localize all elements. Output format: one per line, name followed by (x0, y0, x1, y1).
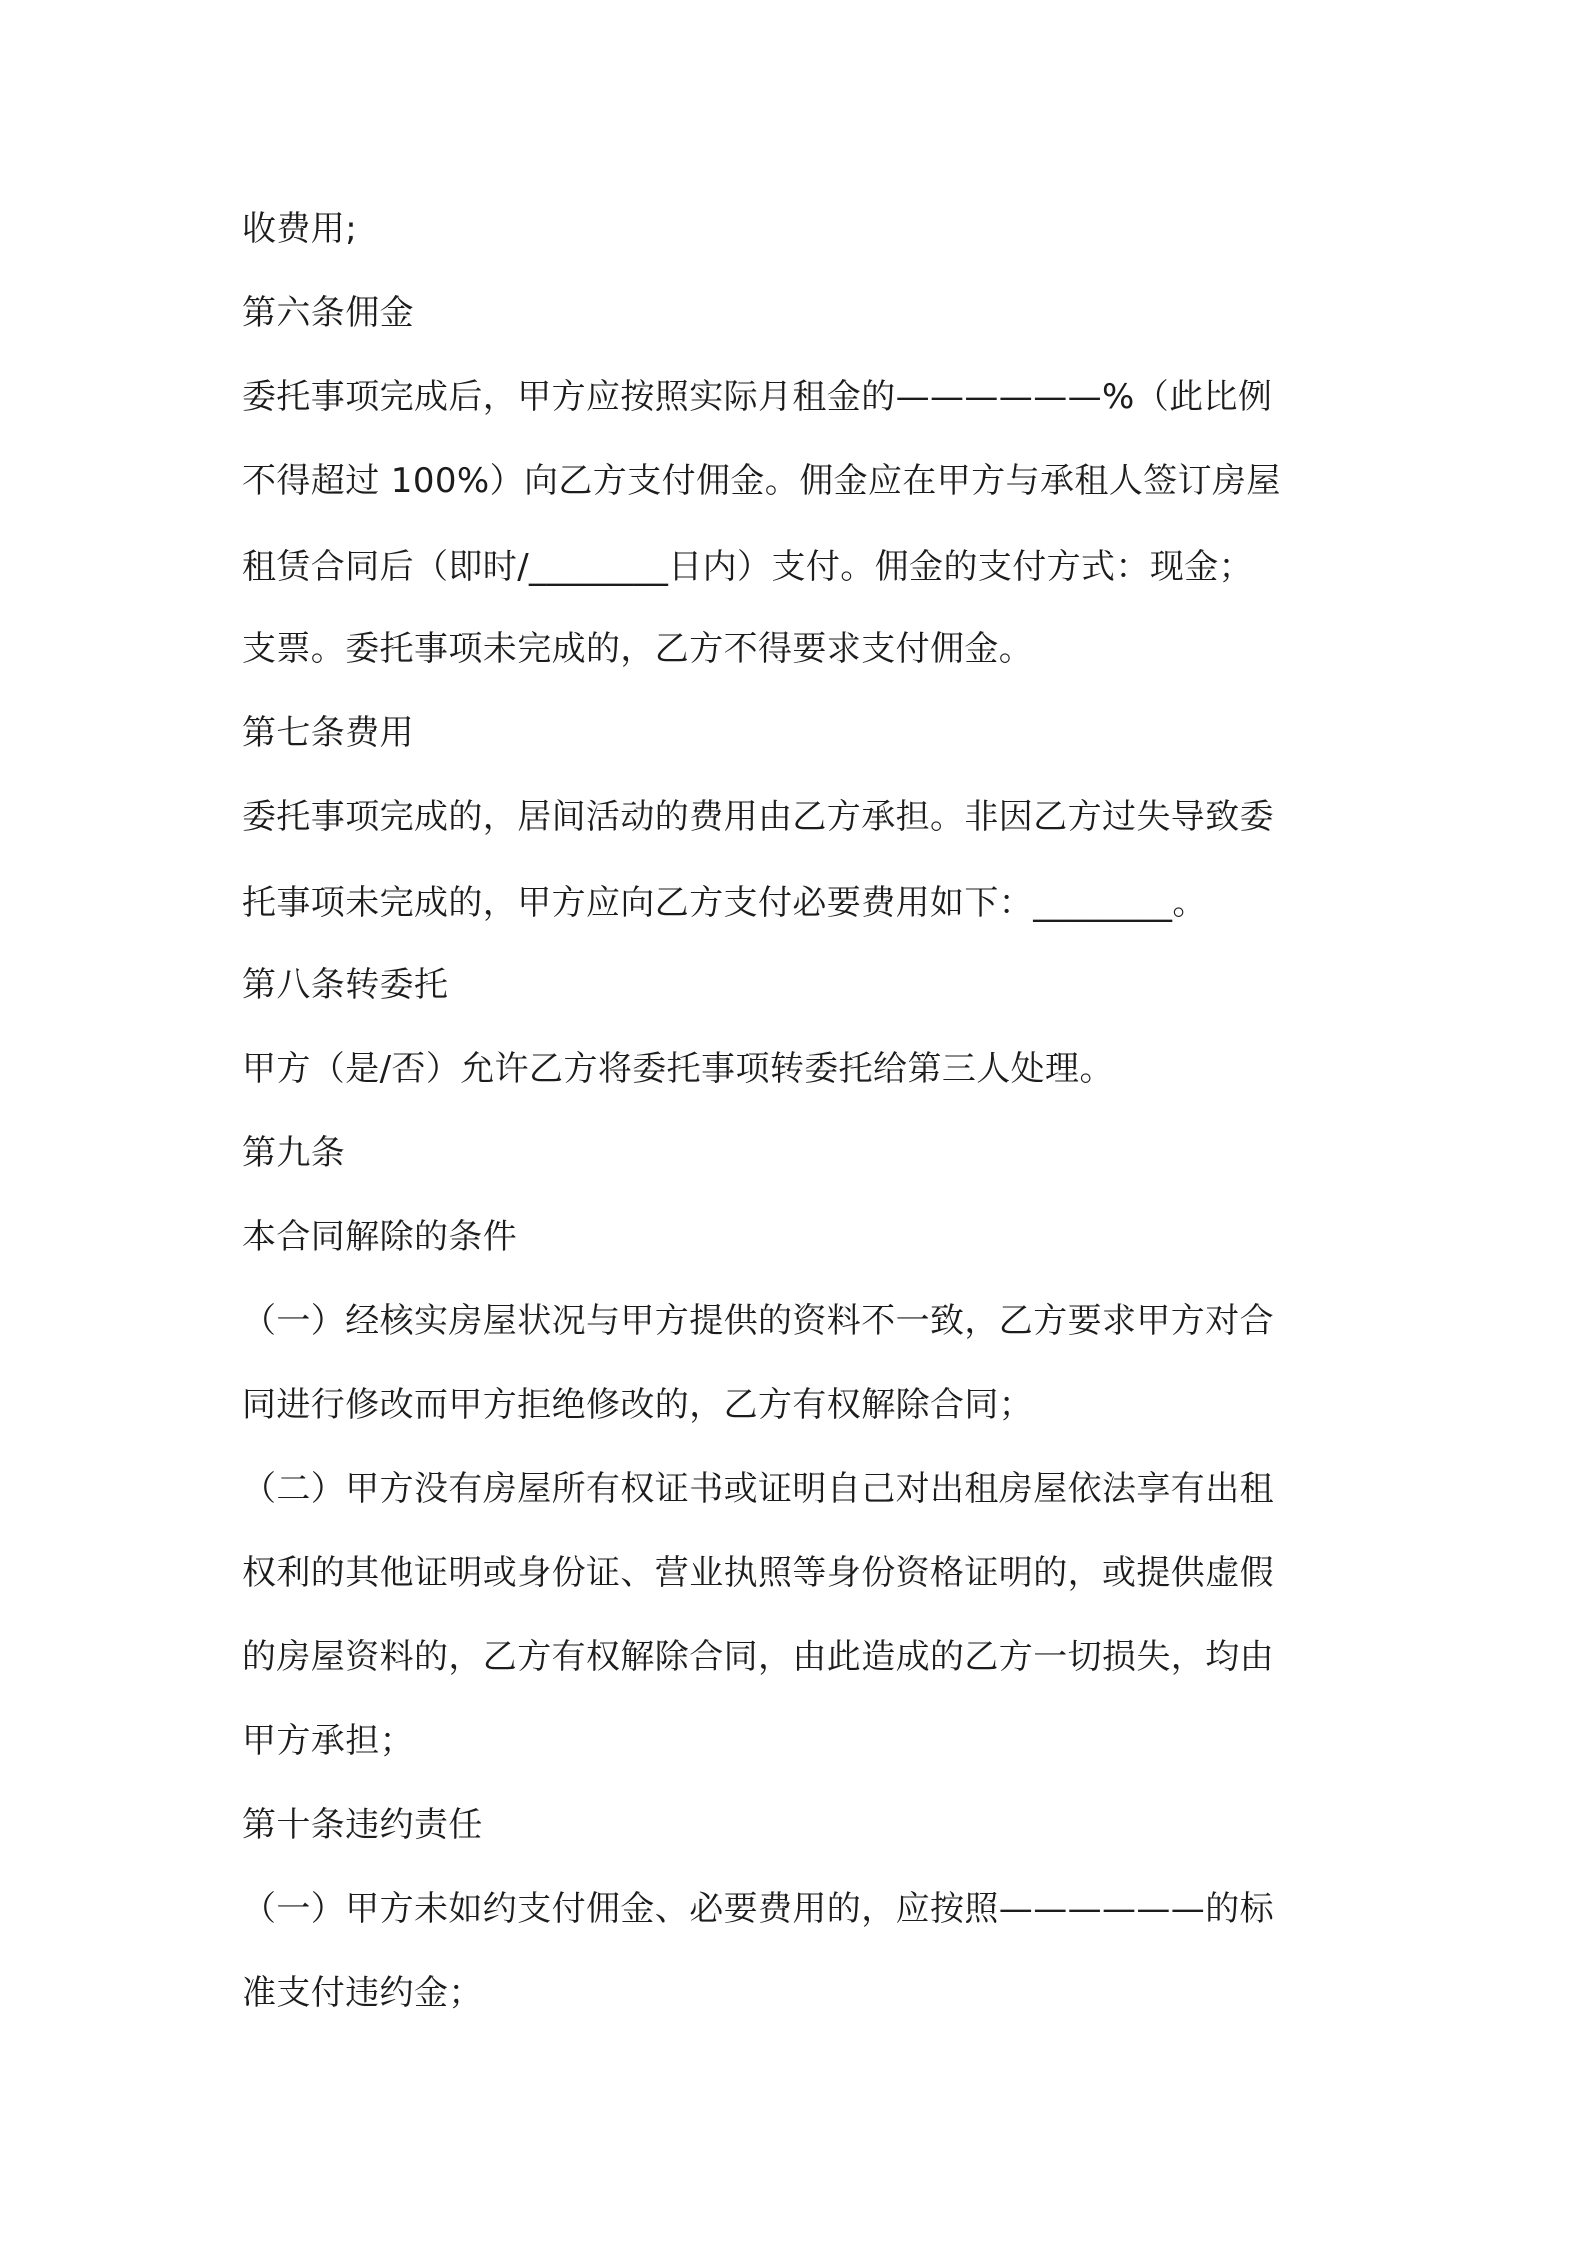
text-line: 收费用; (242, 209, 358, 249)
section-heading: 第六条佣金 (242, 293, 414, 333)
text-line: （二）甲方没有房屋所有权证书或证明自己对出租房屋依法享有出租 (242, 1469, 1274, 1509)
section-heading: 第九条 (242, 1133, 346, 1173)
text-line: 甲方（是/否）允许乙方将委托事项转委托给第三人处理。 (242, 1049, 1114, 1089)
text-line: 委托事项完成后，甲方应按照实际月租金的——————%（此比例 (242, 377, 1273, 417)
text-line: 同进行修改而甲方拒绝修改的，乙方有权解除合同； (242, 1385, 1034, 1425)
text-line: 不得超过 100%）向乙方支付佣金。佣金应在甲方与承租人签订房屋 (242, 461, 1281, 501)
text-line: 委托事项完成的，居间活动的费用由乙方承担。非因乙方过失导致委 (242, 797, 1274, 837)
text-line: 支票。委托事项未完成的，乙方不得要求支付佣金。 (242, 629, 1034, 669)
text-line: 权利的其他证明或身份证、营业执照等身份资格证明的，或提供虚假 (242, 1553, 1274, 1593)
section-heading: 第七条费用 (242, 713, 414, 753)
section-heading: 第十条违约责任 (242, 1805, 483, 1845)
text-line: 准支付违约金； (242, 1973, 483, 2013)
text-line: 甲方承担； (242, 1721, 414, 1761)
section-heading: 第八条转委托 (242, 965, 449, 1005)
text-line: 租赁合同后（即时/________日内）支付。佣金的支付方式：现金； (242, 547, 1254, 587)
text-line: 托事项未完成的，甲方应向乙方支付必要费用如下：________。 (242, 883, 1207, 923)
text-line: （一）经核实房屋状况与甲方提供的资料不一致，乙方要求甲方对合 (242, 1301, 1274, 1341)
section-heading: 本合同解除的条件 (242, 1217, 518, 1257)
text-line: 的房屋资料的，乙方有权解除合同，由此造成的乙方一切损失，均由 (242, 1637, 1274, 1677)
text-line: （一）甲方未如约支付佣金、必要费用的，应按照——————的标 (242, 1889, 1274, 1929)
